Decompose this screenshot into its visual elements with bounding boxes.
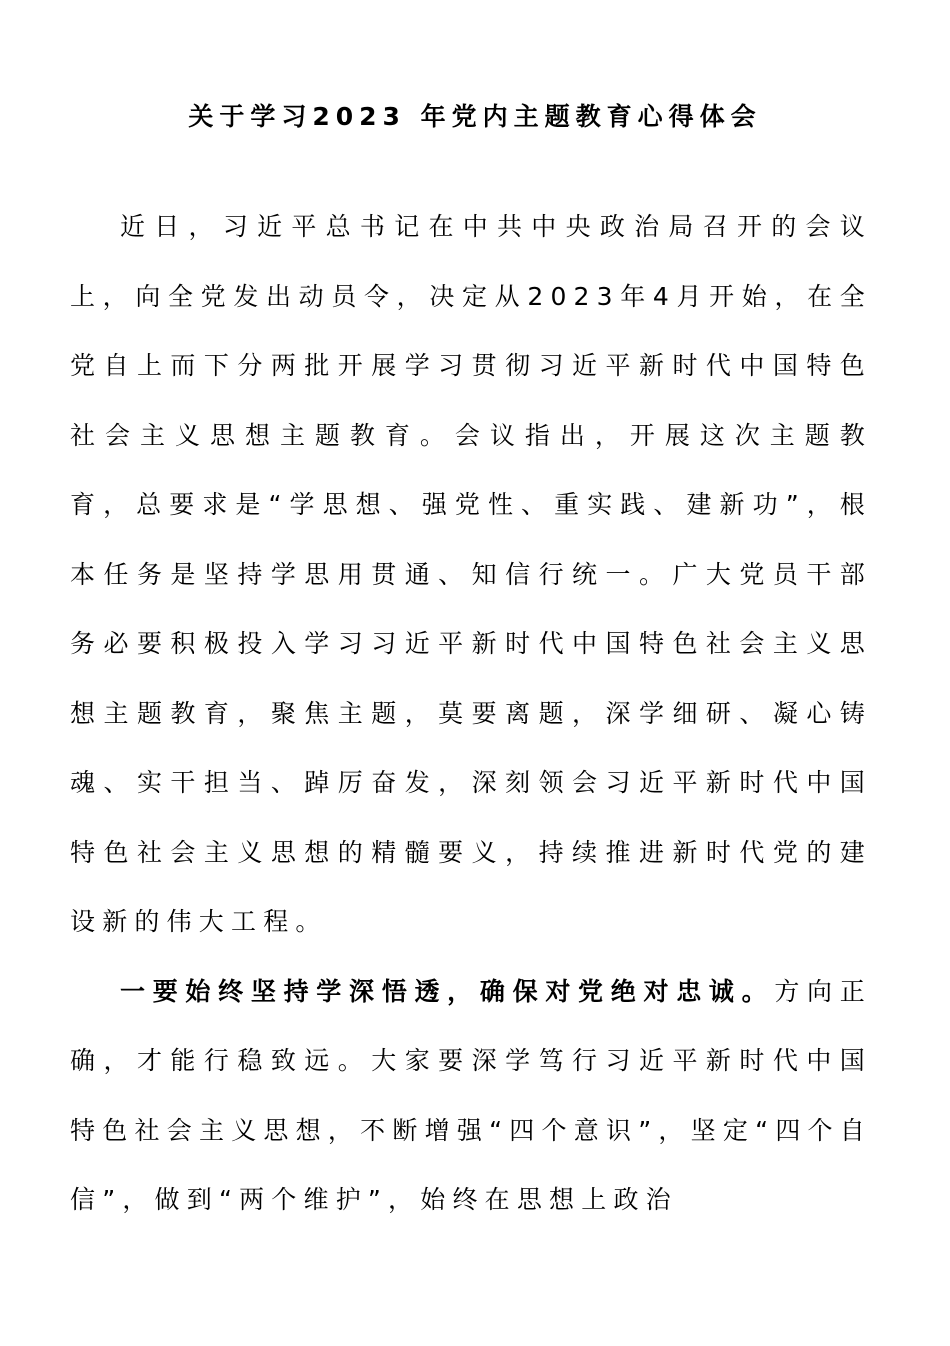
paragraph-intro xyxy=(70,192,872,957)
document-body xyxy=(70,192,872,1235)
paragraph-lead-heading: 一要始终坚持学深悟透，确保对党绝对忠诚。 xyxy=(120,976,775,1006)
paragraph-text: 方向正确，才能行稳致远。大家要深学笃行习近平新时代中国特色社会主义思想，不断增强“四个意识”，坚定“四个自信”，做到“两个维护”，始终在思想上政治 xyxy=(70,976,872,1214)
document-title: 关于学习2023 年党内主题教育心得体会 xyxy=(188,102,762,131)
paragraph-point-one xyxy=(70,957,872,1235)
paragraph-text: 近日，习近平总书记在中共中央政治局召开的会议上，向全党发出动员令，决定从2023年4月开始，在全党自上而下分两批开展学习贯彻习近平新时代中国特色社会主义思想主题教育。会议指出，开展这次主题教育，总要求是“学思想、强党性、重实践、建新功”，根本任务是坚持学思用贯通、知信行统一。广大党员干部务必要积极投入学习习近平新时代中国特色社会主义思想主题教育，聚焦主题，莫要离题，深学细研、凝心铸魂、实干担当、踔厉奋发，深刻领会习近平新时代中国特色社会主义思想的精髓要义，持续推进新时代党的建设新的伟大工程。 xyxy=(70,212,872,936)
